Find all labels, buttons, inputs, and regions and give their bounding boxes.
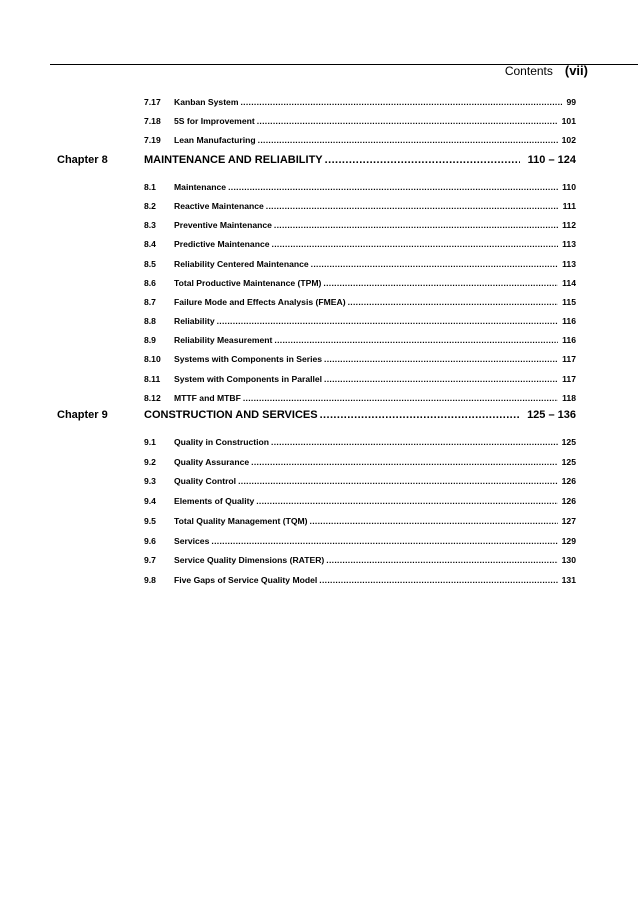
dot-leader — [319, 575, 557, 585]
dot-leader — [326, 555, 557, 565]
section-title: Reliability Measurement — [174, 335, 273, 346]
section-number: 7.17 — [144, 97, 161, 107]
section-title: Preventive Maintenance — [174, 220, 272, 231]
toc-entry[interactable] — [144, 437, 576, 447]
header-page-number: (vii) — [564, 63, 588, 78]
dot-leader — [274, 335, 558, 345]
section-title: Failure Mode and Effects Analysis (FMEA) — [174, 296, 346, 307]
section-page-number: 126 — [561, 476, 576, 487]
toc-entry[interactable] — [144, 239, 576, 249]
section-title: Five Gaps of Service Quality Model — [174, 574, 318, 585]
dot-leader — [324, 374, 558, 384]
section-number: 8.6 — [144, 277, 156, 288]
toc-entry[interactable] — [144, 536, 576, 546]
dot-leader — [240, 97, 562, 107]
section-number: 9.4 — [144, 496, 156, 507]
section-title: Reliability Centered Maintenance — [174, 258, 309, 269]
toc-entry[interactable] — [144, 201, 576, 211]
section-title: Kanban System — [174, 97, 239, 107]
section-title: Quality Assurance — [174, 456, 250, 467]
section-title: Service Quality Dimensions (RATER) — [174, 555, 325, 566]
section-title: Total Quality Management (TQM) — [174, 515, 308, 526]
section-number: 8.7 — [144, 296, 156, 307]
toc-entry[interactable] — [144, 476, 576, 486]
section-number: 7.18 — [144, 116, 161, 126]
toc-entry[interactable] — [144, 516, 576, 526]
toc-entry[interactable] — [144, 259, 576, 269]
section-page-number: 110 — [562, 182, 576, 192]
section-number: 7.19 — [144, 135, 161, 145]
dot-leader — [348, 297, 559, 307]
section-title: 5S for Improvement — [174, 116, 255, 126]
toc-entry[interactable] — [144, 297, 576, 307]
toc-entry[interactable] — [144, 135, 576, 145]
section-number: 8.10 — [144, 354, 161, 365]
section-number: 9.3 — [144, 476, 156, 487]
chapter-title: CONSTRUCTION AND SERVICES — [144, 409, 318, 421]
chapter-page-range: 125 – 136 — [527, 409, 576, 421]
section-title: Elements of Quality — [174, 496, 255, 507]
toc-entry[interactable] — [144, 316, 576, 326]
section-title: Services — [174, 535, 210, 546]
section-number: 8.3 — [144, 220, 156, 231]
section-number: 9.5 — [144, 515, 156, 526]
dot-leader — [217, 316, 559, 326]
section-title: Total Productive Maintenance (TPM) — [174, 277, 322, 288]
toc-entry[interactable] — [144, 374, 576, 384]
section-title: Maintenance — [174, 182, 227, 192]
toc-entry[interactable] — [144, 457, 576, 467]
section-number: 8.5 — [144, 258, 156, 269]
section-page-number: 126 — [561, 496, 576, 507]
toc-entry[interactable] — [144, 278, 576, 288]
section-page-number: 112 — [562, 220, 576, 231]
section-title: MTTF and MTBF — [174, 392, 241, 403]
section-page-number: 117 — [562, 373, 576, 384]
section-page-number: 118 — [562, 392, 576, 403]
section-number: 8.8 — [144, 316, 156, 327]
dot-leader — [274, 220, 558, 230]
section-page-number: 115 — [562, 296, 576, 307]
section-number: 8.4 — [144, 239, 156, 250]
toc-entry[interactable] — [144, 496, 576, 506]
dot-leader — [256, 496, 557, 506]
section-page-number: 99 — [566, 97, 576, 107]
section-title: Predictive Maintenance — [174, 239, 270, 250]
section-title: Quality in Construction — [174, 437, 270, 447]
section-page-number: 130 — [561, 555, 576, 566]
toc-entry[interactable] — [144, 182, 576, 192]
section-number: 9.8 — [144, 574, 156, 585]
dot-leader — [320, 409, 519, 421]
dot-leader — [251, 457, 558, 467]
section-page-number: 131 — [561, 574, 576, 585]
chapter-label: Chapter 9 — [57, 409, 108, 421]
dot-leader — [211, 536, 557, 546]
section-number: 9.1 — [144, 437, 156, 447]
section-title: Reliability — [174, 316, 215, 327]
section-title: System with Components in Parallel — [174, 373, 323, 384]
section-title: Quality Control — [174, 476, 237, 487]
dot-leader — [266, 201, 559, 211]
section-page-number: 125 — [561, 456, 576, 467]
chapter-label: Chapter 8 — [57, 154, 108, 166]
dot-leader — [323, 278, 558, 288]
dot-leader — [324, 354, 558, 364]
section-page-number: 113 — [562, 258, 576, 269]
chapter-page-range: 110 – 124 — [527, 154, 576, 166]
dot-leader — [258, 135, 558, 145]
dot-leader — [257, 116, 558, 126]
toc-entry[interactable] — [144, 116, 576, 126]
section-page-number: 116 — [562, 335, 576, 346]
section-number: 8.12 — [144, 392, 161, 403]
chapter-heading[interactable] — [57, 154, 576, 166]
toc-entry[interactable] — [144, 220, 576, 230]
dot-leader — [243, 393, 558, 403]
section-page-number: 125 — [561, 437, 576, 447]
section-number: 9.6 — [144, 535, 156, 546]
page-header — [505, 63, 588, 78]
section-number: 9.7 — [144, 555, 156, 566]
chapter-title: MAINTENANCE AND RELIABILITY — [144, 154, 323, 166]
dot-leader — [271, 437, 558, 447]
section-title: Lean Manufacturing — [174, 135, 256, 145]
toc-entry[interactable] — [144, 555, 576, 565]
header-title: Contents — [504, 64, 553, 78]
toc-entry[interactable] — [144, 354, 576, 364]
section-page-number: 101 — [561, 116, 576, 126]
section-number: 9.2 — [144, 456, 156, 467]
section-page-number: 116 — [562, 316, 576, 327]
toc-entry[interactable] — [144, 393, 576, 403]
section-number: 8.9 — [144, 335, 156, 346]
section-page-number: 114 — [562, 277, 576, 288]
chapter-heading[interactable] — [57, 409, 576, 421]
dot-leader — [272, 239, 559, 249]
dot-leader — [238, 476, 558, 486]
section-page-number: 102 — [561, 135, 576, 145]
toc-entry[interactable] — [144, 575, 576, 585]
dot-leader — [325, 154, 520, 166]
section-page-number: 111 — [562, 201, 576, 212]
section-number: 8.1 — [144, 182, 156, 192]
section-number: 8.11 — [144, 373, 161, 384]
section-page-number: 113 — [562, 239, 576, 250]
section-title: Systems with Components in Series — [174, 354, 323, 365]
dot-leader — [311, 259, 558, 269]
section-page-number: 117 — [562, 354, 576, 365]
section-number: 8.2 — [144, 201, 156, 212]
dot-leader — [228, 182, 558, 192]
section-title: Reactive Maintenance — [174, 201, 264, 212]
toc-entry[interactable] — [144, 335, 576, 345]
section-page-number: 129 — [561, 535, 576, 546]
section-page-number: 127 — [561, 515, 576, 526]
dot-leader — [310, 516, 558, 526]
toc-entry[interactable] — [144, 97, 576, 107]
